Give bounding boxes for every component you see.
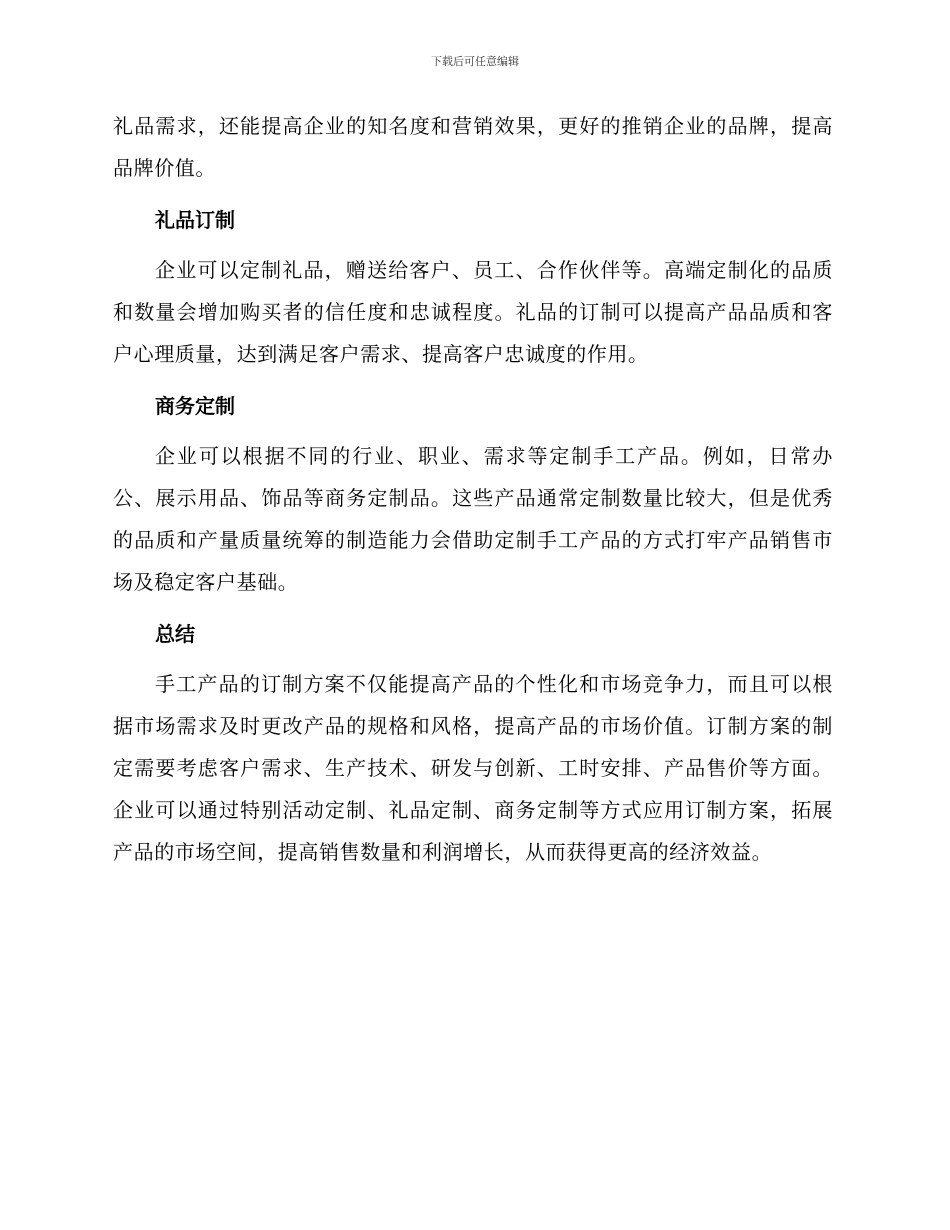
intro-continuation-paragraph: 礼品需求，还能提高企业的知名度和营销效果，更好的推销企业的品牌，提高品牌价值。 xyxy=(113,114,833,180)
section-body-summary: 手工产品的订制方案不仅能提高产品的个性化和市场竞争力，而且可以根据市场需求及时更改产品的规格和风格，提高产品的市场价值。订制方案的制定需要考虑客户需求、生产技术、研发与创新、工时安排、产品售价等方面。企业可以通过特别活动定制、礼品定制、商务定制等方式应用订制方案，拓展产品的市场空间，提高销售数量和利润增长，从而获得更高的经济效益。 xyxy=(113,672,833,864)
section-heading-business: 商务定制 xyxy=(155,394,235,418)
section-heading-gift: 礼品订制 xyxy=(155,208,235,232)
section-body-business: 企业可以根据不同的行业、职业、需求等定制手工产品。例如，日常办公、展示用品、饰品等商务定制品。这些产品通常定制数量比较大，但是优秀的品质和产量质量统筹的制造能力会借助定制手工产品的方式打牢产品销售市场及稳定客户基础。 xyxy=(113,444,833,594)
document-body xyxy=(113,105,833,873)
page-header: 下载后可任意编辑 xyxy=(431,55,519,68)
section-body-gift: 企业可以定制礼品，赠送给客户、员工、合作伙伴等。高端定制化的品质和数量会增加购买者的信任度和忠诚程度。礼品的订制可以提高产品品质和客户心理质量，达到满足客户需求、提高客户忠诚度的作用。 xyxy=(113,258,833,366)
section-heading-summary: 总结 xyxy=(155,622,195,646)
